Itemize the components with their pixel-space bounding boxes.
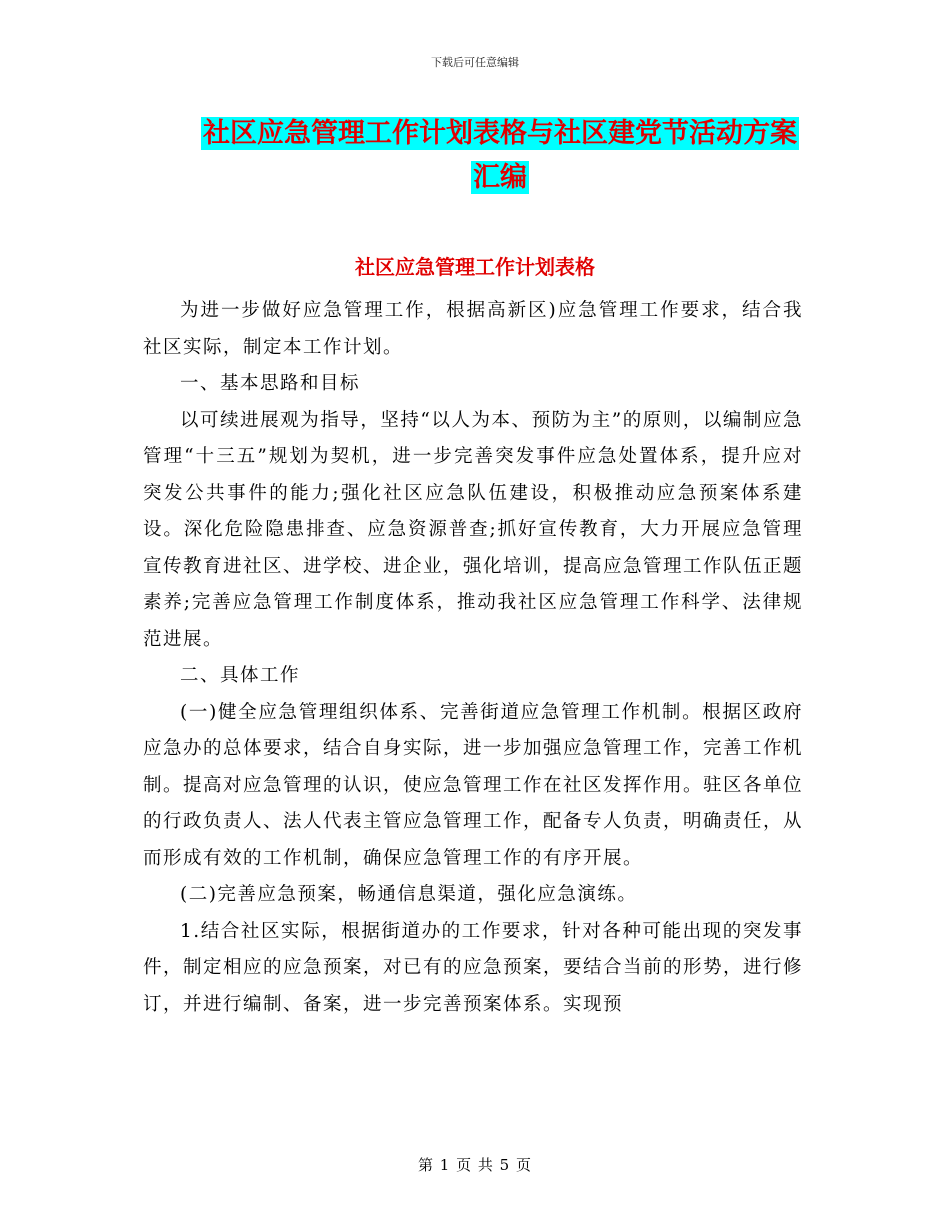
paragraph-plans: (二)完善应急预案，畅通信息渠道，强化应急演练。 — [180, 884, 638, 905]
paragraph-organization: (一)健全应急管理组织体系、完善街道应急管理工作机制。根据区政府应急办的总体要求，结合自身实际，进一步加强应急管理工作，完善工作机制。提高对应急管理的认识，使应急管理工作在社区发挥作用。驻区各单位的行政负责人、法人代表主管应急管理工作，配备专人负责，明确责任，从而形成有效的工作机制，确保应急管理工作的有序开展。 — [143, 701, 804, 869]
section-title: 社区应急管理工作计划表格 — [355, 255, 595, 279]
document-title — [190, 112, 810, 200]
document-title-text: 社区应急管理工作计划表格与社区建党节活动方案汇编 — [203, 118, 797, 193]
page-footer: 第 1 页 共 5 页 — [418, 1156, 532, 1174]
header-note: 下载后可任意编辑 — [431, 56, 519, 69]
heading-specific-work: 二、具体工作 — [180, 665, 301, 686]
heading-basic-ideas: 一、基本思路和目标 — [180, 373, 361, 394]
paragraph-plans-item-1: 1.结合社区实际，根据街道办的工作要求，针对各种可能出现的突发事件，制定相应的应急预案，对已有的应急预案，要结合当前的形势，进行修订，并进行编制、备案，进一步完善预案体系。实现预 — [143, 920, 804, 1015]
paragraph-intro: 为进一步做好应急管理工作，根据高新区)应急管理工作要求，结合我社区实际，制定本工作计划。 — [143, 300, 803, 358]
paragraph-basic-ideas: 以可续进展观为指导，坚持“以人为本、预防为主”的原则，以编制应急管理“十三五”规划为契机，进一步完善突发事件应急处置体系，提升应对突发公共事件的能力;强化社区应急队伍建设，积极推动应急预案体系建设。深化危险隐患排查、应急资源普查;抓好宣传教育，大力开展应急管理宣传教育进社区、进学校、进企业，强化培训，提高应急管理工作队伍正题素养;完善应急管理工作制度体系，推动我社区应急管理工作科学、法律规范进展。 — [143, 409, 804, 650]
document-body — [143, 293, 803, 1023]
